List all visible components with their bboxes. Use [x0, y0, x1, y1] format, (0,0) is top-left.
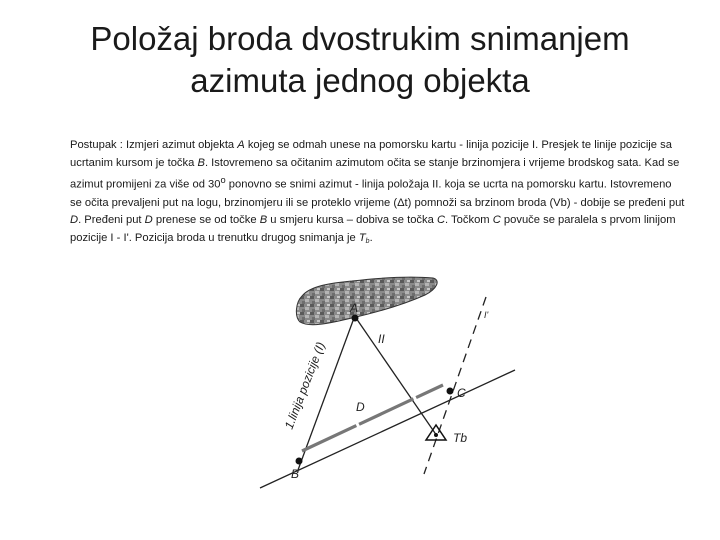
para-point-B: B: [197, 156, 205, 169]
para-delta-t: Δt: [397, 196, 408, 209]
para-point-A: A: [237, 139, 245, 151]
label-C: C: [457, 386, 466, 400]
label-A: A: [350, 301, 359, 315]
point-B: [296, 458, 303, 465]
label-D: D: [356, 400, 365, 414]
para-point-C: C: [492, 214, 501, 227]
para-text: prenese se od točke: [152, 214, 260, 227]
para-text: ponovno se snimi azimut - linija položaja II. koja se ucrta na pomorsku kartu. Istovremeno se očita prevaljeni put na logu, brzinomjeru ili se proteklo vrijeme (: [70, 178, 672, 209]
para-text: kojeg se odmah unese na pomorsku kartu - linija pozicije I. Presjek te linije pozicije sa ucrtanim kursom je točka: [70, 139, 672, 169]
para-text: . Istovremeno sa očitanim azimutom očita se stanje brzinomjera i vrijeme brodskog sata. Kad se azimut promijeni za više od 30: [70, 156, 680, 191]
point-A: [352, 315, 359, 322]
label-I-prime: I': [484, 310, 489, 320]
label-II: II: [378, 332, 385, 346]
point-Tb-triangle: [426, 425, 446, 440]
title-line-2: azimuta jednog objekta: [190, 62, 530, 99]
para-position-sub: b: [365, 237, 370, 245]
land-object: [296, 277, 437, 325]
parallel-line: [424, 297, 486, 474]
para-position-T: T: [358, 231, 366, 244]
point-Tb: [434, 433, 438, 437]
para-text: ) pomnoži sa brzinom broda (Vb) - dobije se pređeni put: [407, 196, 685, 209]
point-C: [447, 388, 454, 395]
para-text: . Točkom: [445, 214, 493, 227]
label-line1: 1.linija pozicije (I): [281, 340, 328, 432]
label-B: B: [291, 467, 300, 481]
para-distance-D: D: [70, 214, 79, 227]
title-line-1: Položaj broda dvostrukim snimanjem: [90, 20, 630, 57]
para-text: Postupak : Izmjeri azimut objekta: [70, 139, 238, 151]
para-text: povuče se paralela s prvom linijom pozicije I - I'. Pozicija broda u trenutku drugog snimanja je: [70, 214, 676, 244]
para-distance-D: D: [144, 214, 153, 227]
para-point-B: B: [259, 214, 268, 227]
para-text: . Pređeni put: [78, 214, 145, 227]
para-text: u smjeru kursa – dobiva se točka: [267, 214, 437, 227]
label-Tb: Tb: [453, 431, 468, 445]
para-degree: o: [220, 175, 226, 186]
distance-line: [302, 385, 443, 451]
para-point-C: C: [436, 214, 446, 227]
para-text: .: [369, 231, 373, 244]
